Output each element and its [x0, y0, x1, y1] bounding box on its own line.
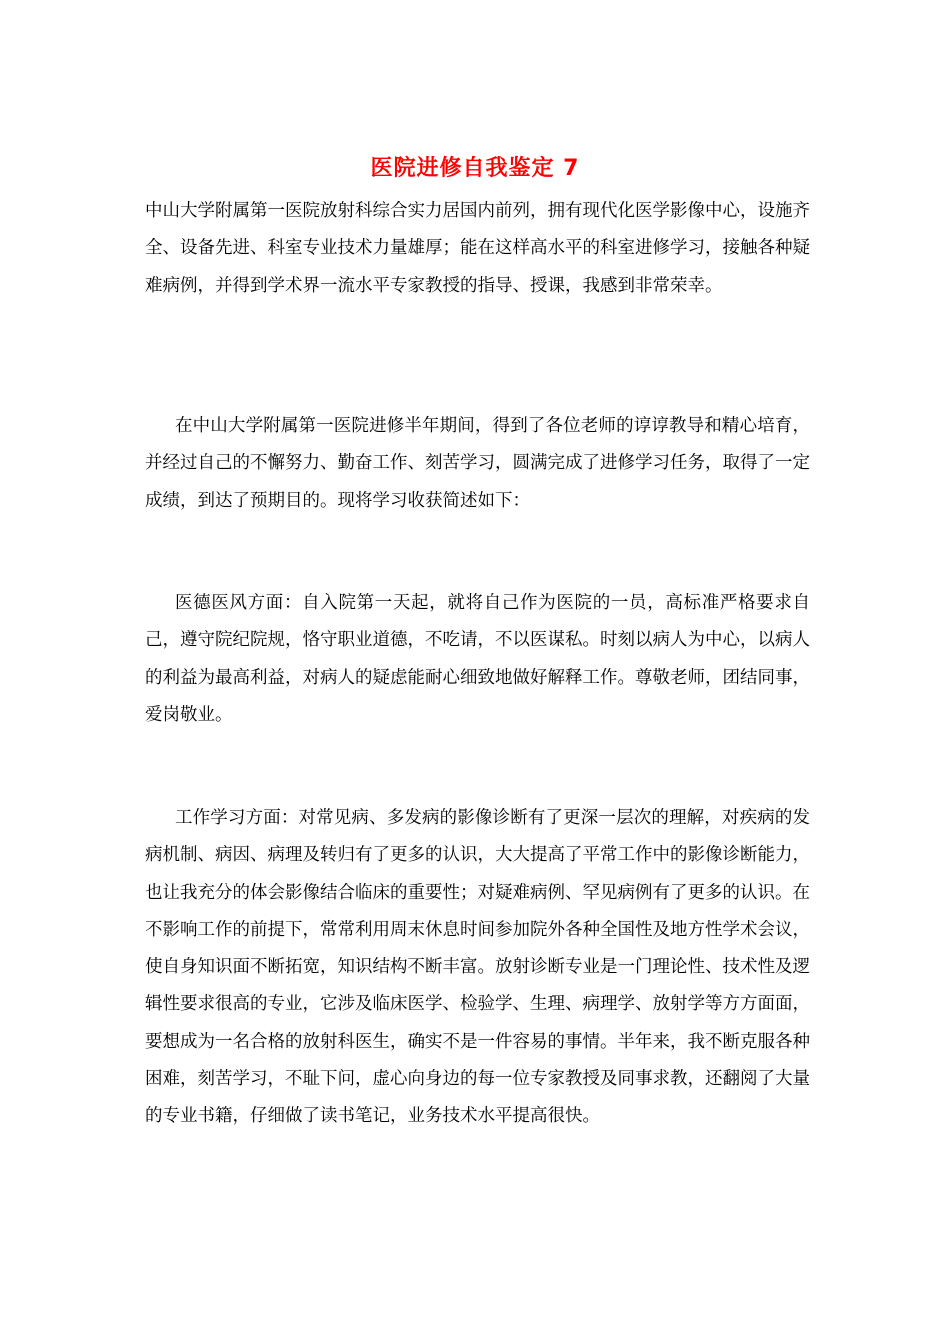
paragraph-intro: 中山大学附属第一医院放射科综合实力居国内前列，拥有现代化医学影像中心，设施齐全、设备先进、科室专业技术力量雄厚；能在这样高水平的科室进修学习，接触各种疑难病例，并得到学术界一流水平专家教授的指导、授课，我感到非常荣幸。 — [145, 201, 810, 296]
paragraph-work-study: 工作学习方面：对常见病、多发病的影像诊断有了更深一层次的理解，对疾病的发病机制、病因、病理及转归有了更多的认识，大大提高了平常工作中的影像诊断能力，也让我充分的体会影像结合临床的重要性；对疑难病例、罕见病例有了更多的认识。在不影响工作的前提下，常常利用周末休息时间参加院外各种全国性及地方性学术会议，使自身知识面不断拓宽，知识结构不断丰富。放射诊断专业是一门理论性、技术性及逻辑性要求很高的专业，它涉及临床医学、检验学、生理、病理学、放射学等方方面面，要想成为一名合格的放射科医生，确实不是一件容易的事情。半年来，我不断克服各种困难，刻苦学习，不耻下问，虚心向身边的每一位专家教授及同事求教，还翻阅了大量的专业书籍，仔细做了读书笔记，业务技术水平提高很快。 — [145, 808, 810, 1127]
document-title: 医院进修自我鉴定 7 — [370, 156, 580, 181]
paragraph-summary: 在中山大学附属第一医院进修半年期间，得到了各位老师的谆谆教导和精心培育，并经过自己的不懈努力、勤奋工作、刻苦学习，圆满完成了进修学习任务，取得了一定成绩，到达了预期目的。现将学习收获简述如下： — [145, 416, 810, 511]
paragraph-ethics: 医德医风方面：自入院第一天起，就将自己作为医院的一员，高标准严格要求自己，遵守院纪院规，恪守职业道德，不吃请，不以医谋私。时刻以病人为中心，以病人的利益为最高利益，对病人的疑虑能耐心细致地做好解释工作。尊敬老师，团结同事，爱岗敬业。 — [145, 593, 810, 725]
